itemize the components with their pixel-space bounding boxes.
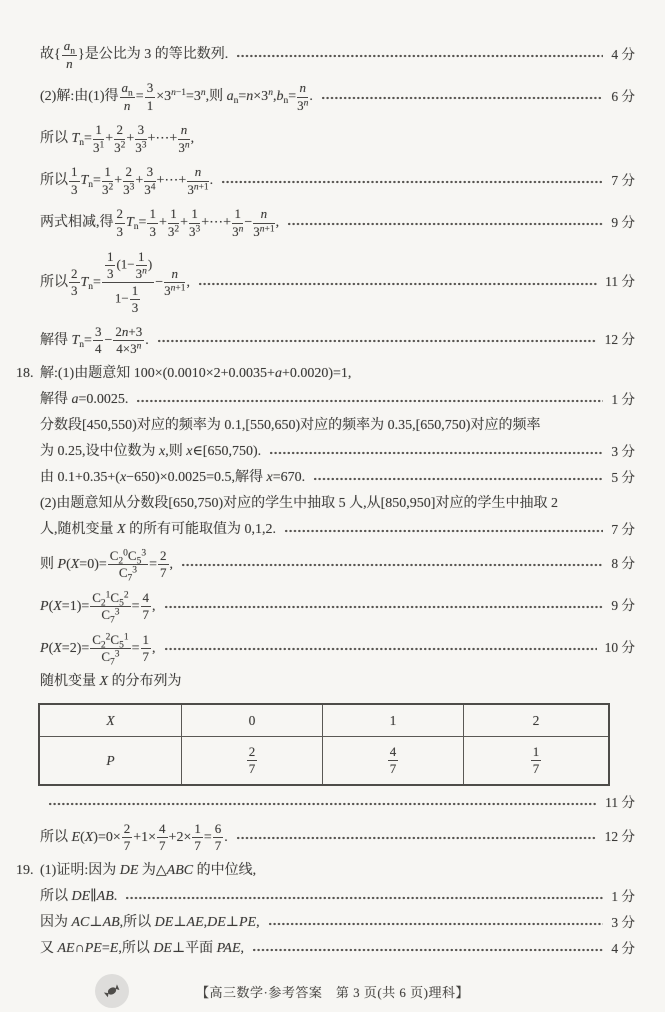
line-text: 为 0.25,设中位数为 x,则 x∈[650,750). (40, 444, 262, 460)
fraction: $\frac{1}{7}$ (142, 631, 149, 664)
score-label: 1 分 (611, 888, 635, 904)
answer-line (16, 862, 635, 880)
line-text: 故{ $\frac{a_n}{n}$ }是公比为 3 的等比数列. (40, 38, 229, 71)
answer-line (40, 443, 635, 461)
fraction: $\frac{n}{3^{n+1}}$ (187, 164, 209, 197)
table-cell: X (39, 704, 182, 737)
dotted-leader (136, 399, 603, 403)
problem-number: 19. (16, 863, 34, 879)
fraction: $\frac{n}{3^n}$ (297, 80, 309, 113)
line-text: (2)由题意知从分数段[650,750)对应的学生中抽取 5 人,从[850,950]对应的学生中抽取 2 (40, 496, 558, 512)
fraction: $\frac{C_2^0C_5^3}{C_7^3}$ (109, 547, 147, 583)
line-text: 因为 AC⊥AB,所以 DE⊥AE,DE⊥PE, (40, 915, 260, 931)
problem-number: 18. (16, 366, 34, 382)
dotted-leader (157, 339, 597, 343)
fraction: $\frac{n}{3^{n+1}}$ (164, 266, 186, 299)
fraction: $\frac{1}{7}$ (532, 744, 540, 777)
dotted-leader (284, 529, 603, 533)
table-row-values-x (39, 704, 609, 737)
table-cell: 1 (322, 704, 463, 737)
fraction: $\frac{3}{3^4}$ (144, 164, 156, 197)
dotted-leader (181, 563, 603, 567)
line-text: 所以 $T_n=$ $\frac{1}{3^1}$ + $\frac{2}{3^2}$ + $\frac{3}{3^3}$ +⋯+ $\frac{n}{3^n}$ , (40, 122, 195, 155)
fraction: $\frac{2}{7}$ (160, 547, 167, 580)
answer-line (40, 80, 635, 114)
score-label: 6 分 (611, 88, 635, 104)
line-text: 分数段[450,550)对应的频率为 0.1,[550,650)对应的频率为 0.35,[650,750)对应的频率 (40, 418, 541, 434)
dotted-leader (198, 282, 597, 286)
fraction: $\frac{n}{3^n}$ (178, 122, 190, 155)
line-text: 解:(1)由题意知 100×(0.0010×2+0.0035+a+0.0020)=1, (40, 366, 352, 382)
dotted-leader (321, 96, 604, 100)
fraction: $\frac{2n+3}{4\times 3^n}$ (115, 323, 143, 356)
score-label: 4 分 (611, 940, 635, 956)
line-text: (2)解:由(1)得 $\frac{a_n}{n}$ = $\frac{3}{1}$ $\times 3^{n-1}=3^n$,则 $a_n=n\times 3^n,b_n=$ $\frac{n}{3^n}$ . (40, 80, 313, 113)
fraction: $\frac{a_n}{n}$ (121, 80, 133, 113)
answer-line (40, 589, 635, 623)
answer-line (40, 250, 635, 315)
answer-line (40, 323, 635, 357)
line-text: 解得 $T_n=$ $\frac{3}{4}$ − $\frac{2n+3}{4\times 3^n}$ . (40, 323, 149, 356)
fraction: $\frac{2}{3}$ (116, 206, 123, 239)
score-label: 3 分 (611, 443, 635, 459)
score-label: 10 分 (604, 639, 635, 655)
score-label: 8 分 (611, 555, 635, 571)
fraction: $\frac{6}{7}$ (214, 820, 222, 853)
fraction: $\frac{1}{3}$ (131, 283, 139, 316)
score-label: 5 分 (611, 469, 635, 485)
fraction: $\frac{C_2^2C_5^1}{C_7^3}$ (92, 631, 129, 667)
answer-line (40, 914, 635, 932)
table-block (40, 703, 635, 786)
fraction: $\frac{3}{1}$ (146, 80, 154, 113)
answer-line (40, 940, 635, 958)
fraction: $\frac{1}{3^n}$ (232, 206, 244, 239)
answer-line (40, 495, 635, 513)
fraction: $\frac{4}{7}$ (389, 744, 397, 777)
fraction: $\frac{1}{3^2}$ (167, 206, 180, 239)
score-label: 9 分 (611, 597, 635, 613)
fraction: $\frac{1}{3}$ (1− $\frac{1}{3^n}$ ) 1− $\frac{1}{3}$ (102, 250, 154, 315)
line-text: 所以 E(X)=0× $\frac{2}{7}$ +1× $\frac{4}{7}$ +2× $\frac{1}{7}$ = $\frac{6}{7}$ . (40, 820, 228, 853)
fraction: $\frac{1}{3^2}$ (101, 164, 114, 197)
fraction: $\frac{1}{3}$ (149, 206, 156, 239)
dotted-leader (252, 948, 603, 952)
table-cell (463, 737, 609, 786)
dotted-leader (221, 180, 603, 184)
dotted-leader (269, 451, 603, 455)
score-label: 7 分 (611, 521, 635, 537)
footer-caption: 【高三数学·参考答案 第 3 页(共 6 页)理科】 (196, 985, 469, 1001)
fraction: $\frac{2}{3^2}$ (114, 122, 126, 155)
answer-line (40, 673, 635, 691)
answer-line (40, 547, 635, 581)
fraction: $\frac{a_n}{n}$ (63, 38, 75, 71)
fraction: $\frac{1}{3}$ (71, 164, 78, 197)
score-label: 4 分 (611, 46, 635, 62)
answer-line (40, 521, 635, 539)
line-text: 两式相减,得 $\frac{2}{3}$ $T_n=$ $\frac{1}{3}$ + $\frac{1}{3^2}$ + $\frac{1}{3^3}$ +⋯+ $\frac{1}{3^n}$ − $\frac{n}{3^{n+1}}$ , (40, 206, 280, 239)
line-text: 解得 a=0.0025. (40, 392, 129, 408)
score-label: 12 分 (604, 331, 635, 347)
score-label: 9 分 (611, 214, 635, 230)
line-text: 所以 DE∥AB. (40, 889, 118, 905)
distribution-table (38, 703, 610, 786)
fraction: $\frac{1}{3^3}$ (189, 206, 201, 239)
answer-line (40, 164, 635, 198)
line-text: 则 P(X=0)= $\frac{C_2^0C_5^3}{C_7^3}$ = $\frac{2}{7}$ , (40, 547, 173, 583)
table-cell: P (39, 737, 182, 786)
fraction: $\frac{1}{3^n}$ (135, 249, 147, 282)
table-row-probabilities (39, 737, 609, 786)
line-text: 所以 $\frac{2}{3}$ $T_n=$ $\frac{1}{3}$ (1− $\frac{1}{3^n}$ ) 1− $\frac{1}{3}$ − $\frac{n}{3^{n+1}}$ , (40, 249, 190, 316)
fraction: $\frac{n}{3^{n+1}}$ (253, 206, 275, 239)
fraction: $\frac{2}{3^3}$ (123, 164, 135, 197)
fraction: $\frac{1}{3}$ (106, 249, 114, 282)
line-text: 随机变量 X 的分布列为 (40, 674, 182, 690)
answer-line (40, 38, 635, 72)
answer-line (40, 391, 635, 409)
score-label: 11 分 (605, 794, 635, 810)
fraction: $\frac{1}{7}$ (194, 820, 201, 853)
answer-line (40, 469, 635, 487)
dotted-leader (236, 54, 603, 58)
dotted-leader (164, 647, 597, 651)
answer-line (40, 794, 635, 812)
score-label: 7 分 (611, 172, 635, 188)
fraction: $\frac{1}{3^1}$ (92, 122, 105, 155)
dotted-leader (268, 922, 604, 926)
table-cell: 0 (182, 704, 323, 737)
fraction: $\frac{2}{3}$ (71, 266, 78, 299)
dotted-leader (125, 896, 603, 900)
answer-line (40, 820, 635, 854)
fraction: $\frac{C_2^1C_5^2}{C_7^3}$ (92, 589, 129, 625)
line-text: P(X=2)= $\frac{C_2^2C_5^1}{C_7^3}$ = $\frac{1}{7}$ , (40, 631, 156, 667)
fraction: $\frac{2}{7}$ (123, 820, 131, 853)
answer-line (16, 365, 635, 383)
score-label: 11 分 (605, 274, 635, 290)
answer-line (40, 417, 635, 435)
fraction: $\frac{3}{4}$ (94, 323, 102, 356)
line-text: 人,随机变量 X 的所有可能取值为 0,1,2. (40, 522, 277, 538)
line-text: 所以 $\frac{1}{3}$ $T_n=$ $\frac{1}{3^2}$ + $\frac{2}{3^3}$ + $\frac{3}{3^4}$ +⋯+ $\frac{n}{3^{n+1}}$ . (40, 164, 214, 197)
line-text: 又 AE∩PE=E,所以 DE⊥平面 PAE, (40, 941, 245, 957)
answer-line (40, 122, 635, 156)
score-label: 12 分 (604, 828, 635, 844)
table-cell (182, 737, 323, 786)
line-text: P(X=1)= $\frac{C_2^1C_5^2}{C_7^3}$ = $\frac{4}{7}$ , (40, 589, 156, 625)
fraction: $\frac{3}{3^3}$ (135, 122, 147, 155)
score-label: 1 分 (611, 391, 635, 407)
score-label: 3 分 (611, 914, 635, 930)
dotted-leader (236, 836, 597, 840)
table-cell (322, 737, 463, 786)
fraction: $\frac{4}{7}$ (142, 589, 149, 622)
line-text: 由 0.1+0.35+(x−650)×0.0025=0.5,解得 x=670. (40, 470, 306, 486)
answer-line (40, 206, 635, 240)
answer-line (40, 888, 635, 906)
line-text: (1)证明:因为 DE 为△ABC 的中位线, (40, 863, 257, 879)
dotted-leader (164, 605, 604, 609)
dotted-leader (287, 222, 603, 226)
answer-line (40, 631, 635, 665)
table-cell: 2 (463, 704, 609, 737)
dotted-leader (48, 802, 597, 806)
fraction: $\frac{2}{7}$ (248, 744, 256, 777)
dotted-leader (313, 477, 603, 481)
fraction: $\frac{4}{7}$ (159, 820, 166, 853)
page-footer (0, 972, 665, 1012)
